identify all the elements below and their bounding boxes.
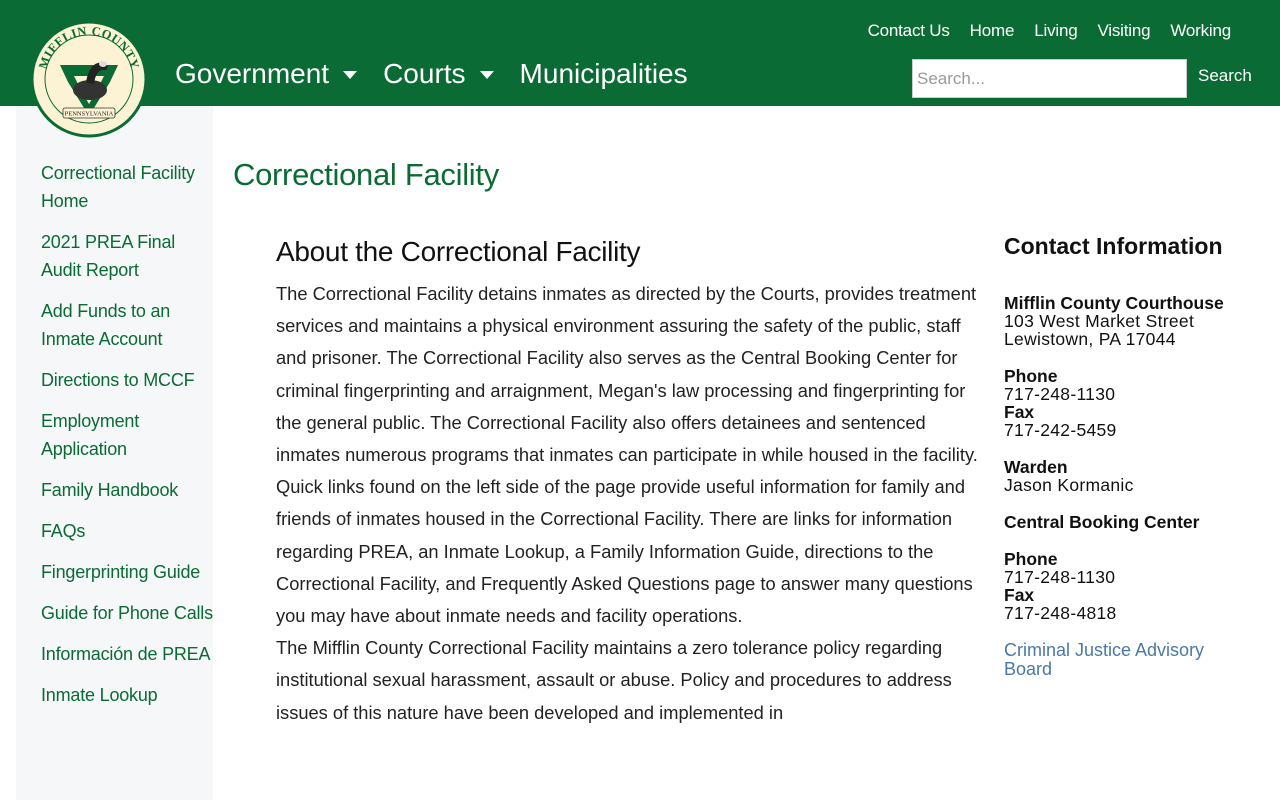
sidebar-item-facility-home[interactable]: Correctional Facility Home (41, 163, 195, 211)
booking-phone-number: 717-248-1130 (1004, 567, 1116, 587)
booking-phone-label: Phone (1004, 549, 1058, 569)
address-line: 103 West Market Street (1004, 311, 1195, 331)
sidebar-item-prea-informacion[interactable]: Información de PREA (41, 644, 211, 664)
fax-label: Fax (1004, 402, 1035, 422)
sidebar-item-faqs[interactable]: FAQs (41, 521, 86, 541)
chevron-down-icon (343, 71, 357, 79)
site-header (0, 0, 1280, 118)
nav-courts-dropdown[interactable] (383, 58, 493, 90)
sidebar-item-prea-audit-report[interactable]: 2021 PREA Final Audit Report (41, 232, 176, 280)
sidebar-item-fingerprinting-guide[interactable]: Fingerprinting Guide (41, 562, 201, 582)
utility-link-contact-us[interactable]: Contact Us (867, 21, 950, 40)
about-paragraph: The Mifflin County Correctional Facility maintains a zero tolerance policy regarding institutional sexual harassment, assault or abuse. Policy and procedures to address issues of this nature have been developed and implemented in (276, 637, 952, 723)
nav-municipalities-link[interactable] (520, 58, 688, 90)
utility-nav (868, 21, 1231, 41)
warden-label: Warden (1004, 457, 1068, 477)
contact-info-panel (1004, 234, 1244, 679)
advisory-board-link[interactable]: Criminal Justice Advisory Board (1004, 640, 1205, 679)
booking-fax-number: 717-248-4818 (1004, 603, 1117, 623)
sidebar-nav (16, 106, 213, 800)
warden-name: Jason Kormanic (1004, 475, 1134, 495)
phone-label: Phone (1004, 366, 1058, 386)
main-nav (175, 58, 714, 90)
sidebar-item-phone-calls-guide[interactable]: Guide for Phone Calls (41, 603, 213, 623)
utility-link-working[interactable]: Working (1170, 21, 1231, 40)
nav-government-label: Government (175, 58, 330, 89)
address-line: Lewistown, PA 17044 (1004, 329, 1176, 349)
nav-courts-label: Courts (383, 58, 466, 89)
sidebar-item-add-funds[interactable]: Add Funds to an Inmate Account (41, 301, 171, 349)
fax-number: 717-242-5459 (1004, 420, 1117, 440)
sidebar-item-directions[interactable]: Directions to MCCF (41, 370, 195, 390)
nav-municipalities-label: Municipalities (519, 58, 688, 89)
utility-link-home[interactable]: Home (969, 21, 1015, 40)
utility-link-living[interactable]: Living (1034, 21, 1078, 40)
sidebar-item-inmate-lookup[interactable]: Inmate Lookup (41, 685, 158, 705)
about-paragraph: The Correctional Facility detains inmates as directed by the Courts, provides treatment services and maintains a physical environment assuring the safety of the public, staff and prisoner. The Correctional Facility also serves as the Central Booking Center for criminal fingerprinting and arraignment, Megan's law processing and fingerprinting for the general public. The Correctional Facility also offers detainees and sentenced inmates numerous programs that inmates can participate in while housed in the facility. (276, 283, 978, 466)
booking-fax-label: Fax (1004, 585, 1035, 605)
logo-ring-text: MIFFLIN COUNTY (35, 23, 142, 71)
logo-banner-text: PENNSYLVANIA (64, 110, 114, 118)
chevron-down-icon (480, 71, 494, 79)
page-title: Correctional Facility (233, 157, 499, 192)
about-paragraph: Quick links found on the left side of the page provide useful information for family and friends of inmates housed in the Correctional Facility. There are links for information regarding PREA, an Inmate Lookup, a Family Information Guide, directions to the Correctional Facility, and Frequently Asked Questions page to answer many questions you may have about inmate needs and facility operations. (276, 476, 973, 627)
nav-government-dropdown[interactable] (175, 58, 357, 90)
contact-title: Contact Information (1004, 233, 1223, 259)
sidebar-item-family-handbook[interactable]: Family Handbook (41, 480, 179, 500)
section-title: About the Correctional Facility (276, 236, 641, 267)
sidebar-item-employment-application[interactable]: Employment Application (41, 411, 140, 459)
about-content (276, 278, 978, 729)
search-input[interactable] (912, 59, 1187, 98)
search-button[interactable]: Search (1198, 66, 1252, 85)
utility-link-visiting[interactable]: Visiting (1097, 21, 1151, 40)
phone-number: 717-248-1130 (1004, 384, 1116, 404)
booking-center-label: Central Booking Center (1004, 512, 1200, 532)
county-seal-logo[interactable] (30, 20, 148, 138)
courthouse-name: Mifflin County Courthouse (1004, 293, 1224, 313)
